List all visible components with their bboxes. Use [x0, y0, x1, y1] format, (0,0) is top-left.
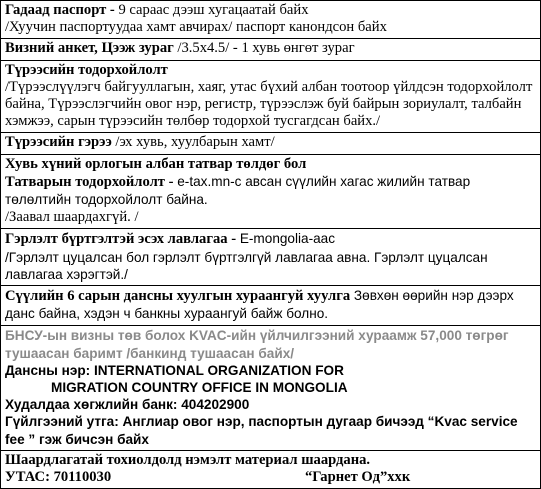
account-name-value-line2: MIGRATION COUNTRY OFFICE IN MONGOLIA: [51, 380, 348, 396]
payment-purpose-text: Англиар овог нэр, паспортын дугаар бичээд “Kvac service fee ” гэж бичсэн байх: [5, 414, 518, 447]
payment-notice: БНСУ-ын визны төв болох KVAC-ийн үйлчилгээний хураамж 57,000 төгрөг тушаасан баримт /банкинд тушаасан байх/: [5, 328, 509, 361]
bank-account-number: 404202900: [177, 397, 250, 413]
lease-contract-desc: /эх хувь, хуулбарын хамт/: [111, 134, 275, 151]
bank-statement-title: Сүүлийн 6 сарын дансны хуулгын хураангуй хуулга: [5, 288, 351, 305]
visa-form-line: [5, 40, 536, 57]
lease-contract-line: [5, 134, 536, 151]
marriage-note: /Гэрлэлт цуцалсан бол гэрлэлт бүртгэлгүй лавлагаа авна. Гэрлэлт цуцалсан лавлагаа хэрэгтэй./: [5, 249, 488, 282]
payment-section: [1, 326, 540, 450]
bank-statement-desc: Зөвхөн өөрийн нэр дээрх данс байна, хэдэн ч банкны хураангуй байж болно.: [5, 288, 514, 322]
payment-purpose-line: [5, 413, 536, 447]
marriage-section: [1, 229, 540, 286]
bank-statement-section: [1, 286, 540, 326]
marriage-line: [5, 230, 536, 248]
tax-statement-desc: e-tax.mn-с авсан сүүлийн хагас жилийн татвар төлөлтийн тодорхойлолт байна.: [5, 173, 471, 208]
lease-contract-title: Түрээсийн гэрээ: [5, 134, 112, 151]
bank-label: Худалдаа хөгжлийн банк:: [5, 397, 178, 413]
account-name-label: Дансны нэр:: [5, 362, 91, 378]
footer-contact-line: [5, 469, 536, 486]
marriage-desc: E-mongolia-aac: [236, 231, 336, 247]
tax-statement-title: Татварын тодорхойлолт -: [5, 173, 174, 190]
foreign-passport-line: [5, 2, 536, 19]
tax-statement-line: [5, 173, 536, 209]
visa-form-title: Визний анкет, Цээж зураг: [5, 40, 174, 57]
lease-contract-section: [1, 133, 540, 154]
tax-section: [1, 155, 540, 230]
account-name-value: INTERNATIONAL ORGANIZATION FOR: [90, 362, 344, 378]
foreign-passport-title: Гадаад паспорт -: [5, 2, 115, 18]
account-name-line: [5, 362, 536, 379]
lease-statement-text: /Түрээслүүлэгч байгууллагын, хаяг, утас бүхий албан тоотоор үйлдсэн тодорхойлолт байна, Түрээслэгчийн овог нэр, регистр, түрээслэж буй байрын зориулалт, талбайн хэмжээ, сарын түрээсийн төлбөр тодорхой тусгагдсан байх./: [5, 78, 533, 130]
tax-title: Хувь хүний орлогын албан татвар төлдөг бол: [5, 155, 307, 172]
footer-company: “Гарнет Од”ххк: [305, 469, 411, 486]
footer-phone: УТАС: 70110030: [5, 469, 112, 486]
visa-form-desc: /3.5х4.5/ - 1 хувь өнгөт зураг: [173, 40, 355, 57]
footer-note: Шаардлагатай тохиолдолд нэмэлт материал шаардана.: [5, 451, 371, 468]
bank-statement-line: [5, 287, 536, 323]
payment-purpose-label: Гүйлгээний утга:: [5, 414, 119, 430]
bank-account-line: [5, 396, 536, 413]
foreign-passport-desc: 9 сараас дээш хугацаатай байх: [114, 2, 309, 18]
marriage-title: Гэрлэлт бүртгэлтэй эсэх лавлагаа -: [5, 231, 237, 248]
lease-statement-title: Түрээсийн тодорхойлолт: [5, 61, 168, 78]
foreign-passport-note: /Хуучин паспортуудаа хамт авчирах/ паспорт канондсон байх: [5, 19, 387, 36]
lease-statement-section: [1, 61, 540, 134]
visa-form-section: [1, 39, 540, 60]
foreign-passport-section: [1, 1, 540, 39]
footer-section: [1, 451, 540, 489]
tax-note: /Заавал шаардахгүй. /: [5, 209, 139, 226]
